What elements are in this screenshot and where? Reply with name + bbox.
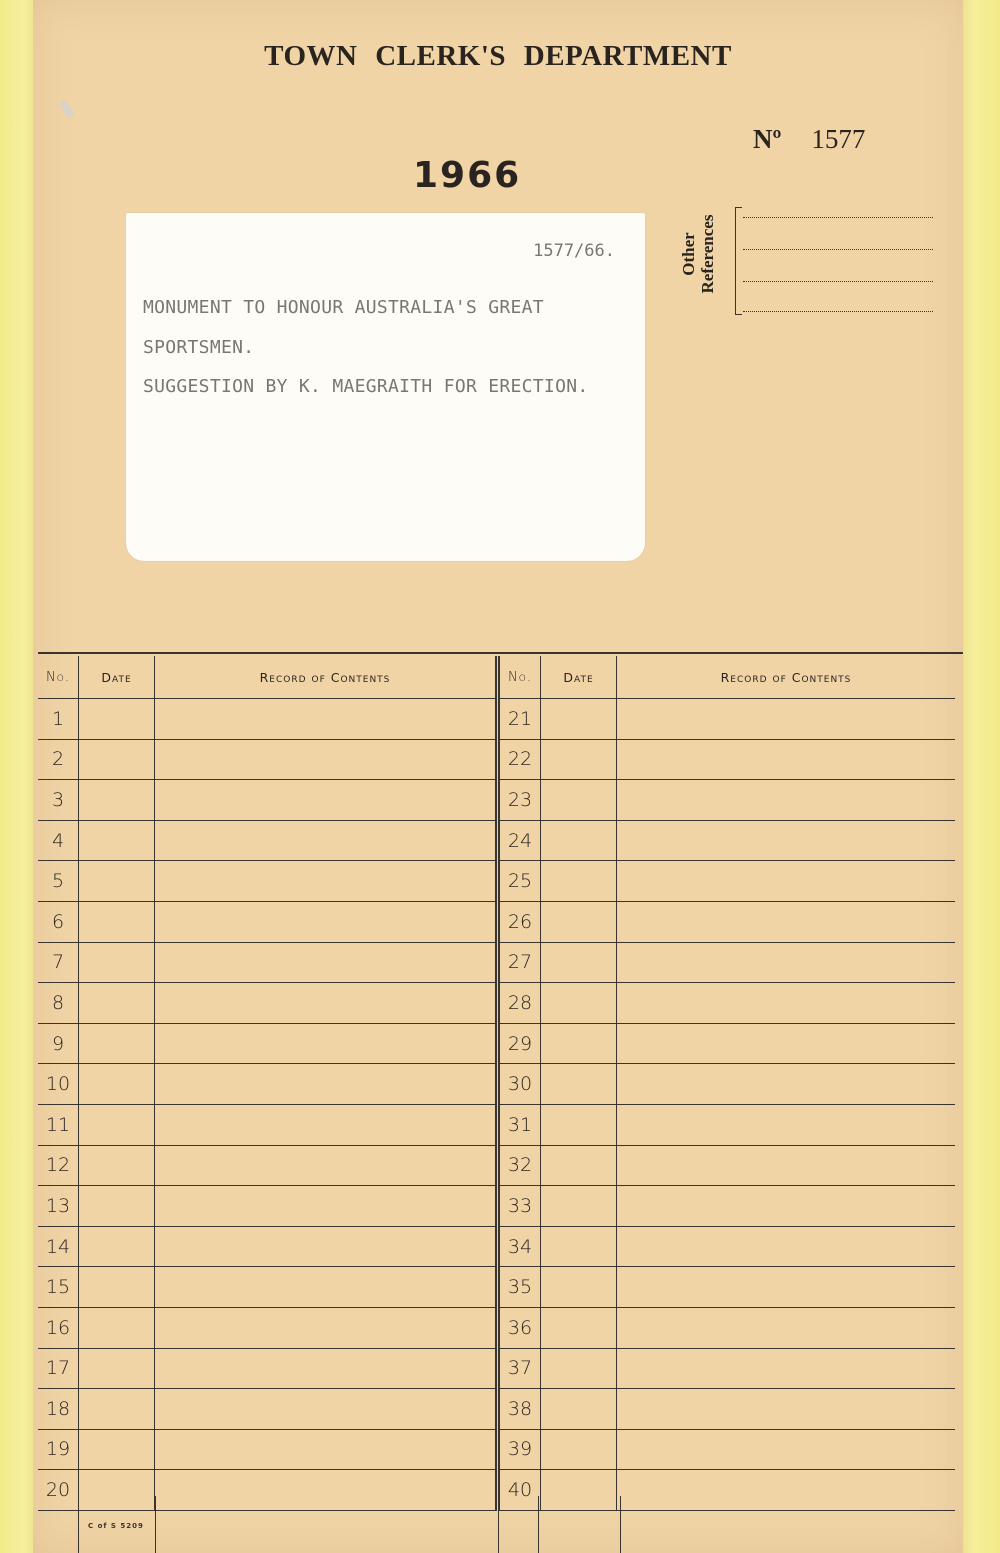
row-number: 26 xyxy=(499,901,541,942)
row-number: 16 xyxy=(38,1307,79,1348)
record-cell[interactable] xyxy=(155,1226,497,1267)
card-line-1: MONUMENT TO HONOUR AUSTRALIA'S GREAT xyxy=(143,297,544,318)
ledger-row xyxy=(38,739,496,780)
record-cell[interactable] xyxy=(617,820,956,861)
ledger-top-rule xyxy=(38,652,963,654)
footer-rule xyxy=(155,1496,156,1553)
ledger-row xyxy=(38,1104,496,1145)
footer-rule xyxy=(78,1496,79,1553)
record-cell[interactable] xyxy=(617,983,956,1024)
date-cell[interactable] xyxy=(541,1104,617,1145)
row-number: 11 xyxy=(38,1104,79,1145)
record-cell[interactable] xyxy=(617,1104,956,1145)
row-number: 37 xyxy=(499,1348,541,1389)
ledger-row xyxy=(38,1348,496,1389)
ledger-row xyxy=(38,1429,496,1470)
file-year: 1966 xyxy=(413,155,522,196)
record-cell[interactable] xyxy=(155,1389,497,1430)
file-number-value: 1577 xyxy=(811,124,866,154)
record-cell[interactable] xyxy=(155,780,497,821)
record-cell[interactable] xyxy=(617,1307,956,1348)
ledger-row xyxy=(38,1186,496,1227)
ledger-row xyxy=(499,1226,955,1267)
date-cell[interactable] xyxy=(79,1307,155,1348)
date-cell[interactable] xyxy=(541,699,617,740)
references-brace xyxy=(735,207,742,315)
header-no: No. xyxy=(38,656,79,699)
row-number: 23 xyxy=(499,780,541,821)
row-number: 6 xyxy=(38,901,79,942)
date-cell[interactable] xyxy=(79,820,155,861)
footer-rule xyxy=(498,1496,499,1553)
other-references-label: Other References xyxy=(679,214,717,294)
ledger-row xyxy=(499,861,955,902)
row-number: 24 xyxy=(499,820,541,861)
ledger-row xyxy=(499,1348,955,1389)
row-number: 35 xyxy=(499,1267,541,1308)
record-cell[interactable] xyxy=(155,983,497,1024)
footer-rule xyxy=(538,1496,539,1553)
record-cell[interactable] xyxy=(155,1429,497,1470)
record-cell[interactable] xyxy=(155,1470,497,1511)
date-cell[interactable] xyxy=(79,699,155,740)
record-cell[interactable] xyxy=(155,942,497,983)
date-cell[interactable] xyxy=(541,1186,617,1227)
row-number: 21 xyxy=(499,699,541,740)
record-cell[interactable] xyxy=(617,1389,956,1430)
date-cell[interactable] xyxy=(79,1348,155,1389)
card-line-3: SUGGESTION BY K. MAEGRAITH FOR ERECTION. xyxy=(143,376,589,397)
date-cell[interactable] xyxy=(541,739,617,780)
ledger-row xyxy=(499,1145,955,1186)
ledger-row xyxy=(499,1023,955,1064)
row-number: 40 xyxy=(499,1470,541,1511)
header-record: Record of Contents xyxy=(155,656,497,699)
date-cell[interactable] xyxy=(541,901,617,942)
ledger-row xyxy=(499,739,955,780)
ledger-row xyxy=(499,1267,955,1308)
record-cell[interactable] xyxy=(155,1186,497,1227)
ledger-row xyxy=(38,942,496,983)
ledger-row xyxy=(499,1104,955,1145)
header-no: No. xyxy=(499,656,541,699)
ledger-row xyxy=(38,1470,496,1511)
record-cell[interactable] xyxy=(617,1348,956,1389)
file-number xyxy=(753,124,865,155)
ledger-row xyxy=(38,820,496,861)
row-number: 19 xyxy=(38,1429,79,1470)
date-cell[interactable] xyxy=(541,983,617,1024)
reference-line-1[interactable] xyxy=(743,217,933,218)
ledger-row xyxy=(499,1429,955,1470)
date-cell[interactable] xyxy=(79,1186,155,1227)
ledger-row xyxy=(38,1145,496,1186)
reference-line-2[interactable] xyxy=(743,249,933,250)
staple-mark xyxy=(59,99,75,119)
row-number: 36 xyxy=(499,1307,541,1348)
other-references xyxy=(679,205,943,315)
ledger-row xyxy=(38,1023,496,1064)
reference-line-3[interactable] xyxy=(743,281,933,282)
record-cell[interactable] xyxy=(617,861,956,902)
record-cell[interactable] xyxy=(155,1145,497,1186)
row-number: 29 xyxy=(499,1023,541,1064)
date-cell[interactable] xyxy=(541,1267,617,1308)
ledger-row xyxy=(38,780,496,821)
subject-label-card xyxy=(126,213,645,561)
row-number: 8 xyxy=(38,983,79,1024)
ledger-row xyxy=(499,780,955,821)
ledger-row xyxy=(38,1267,496,1308)
row-number: 5 xyxy=(38,861,79,902)
record-cell[interactable] xyxy=(155,1348,497,1389)
reference-line-4[interactable] xyxy=(743,311,933,312)
row-number: 13 xyxy=(38,1186,79,1227)
date-cell[interactable] xyxy=(79,1023,155,1064)
date-cell[interactable] xyxy=(541,861,617,902)
record-cell[interactable] xyxy=(155,1064,497,1105)
row-number: 20 xyxy=(38,1470,79,1511)
record-cell[interactable] xyxy=(617,739,956,780)
ledger-row xyxy=(499,983,955,1024)
ledger-row xyxy=(499,901,955,942)
date-cell[interactable] xyxy=(79,1145,155,1186)
ledger-row xyxy=(499,1389,955,1430)
ledger-left xyxy=(38,656,497,1511)
ledger-row xyxy=(38,699,496,740)
ledger-row xyxy=(499,1470,955,1511)
date-cell[interactable] xyxy=(541,942,617,983)
ledger-row xyxy=(499,820,955,861)
row-number: 17 xyxy=(38,1348,79,1389)
date-cell[interactable] xyxy=(79,1470,155,1511)
date-cell[interactable] xyxy=(79,1267,155,1308)
row-number: 18 xyxy=(38,1389,79,1430)
record-cell[interactable] xyxy=(617,942,956,983)
ledger-row xyxy=(38,1226,496,1267)
row-number: 39 xyxy=(499,1429,541,1470)
record-cell[interactable] xyxy=(617,1064,956,1105)
date-cell[interactable] xyxy=(541,1470,617,1511)
row-number: 15 xyxy=(38,1267,79,1308)
form-code: C of S 5209 xyxy=(88,1522,144,1530)
row-number: 33 xyxy=(499,1186,541,1227)
row-number: 27 xyxy=(499,942,541,983)
row-number: 34 xyxy=(499,1226,541,1267)
file-cover xyxy=(33,0,963,1553)
row-number: 22 xyxy=(499,739,541,780)
ledger-row xyxy=(38,861,496,902)
ledger-row xyxy=(38,1389,496,1430)
row-number: 3 xyxy=(38,780,79,821)
date-cell[interactable] xyxy=(79,780,155,821)
date-cell[interactable] xyxy=(541,820,617,861)
record-cell[interactable] xyxy=(155,1104,497,1145)
date-cell[interactable] xyxy=(541,780,617,821)
record-cell[interactable] xyxy=(617,780,956,821)
date-cell[interactable] xyxy=(79,1104,155,1145)
record-cell[interactable] xyxy=(155,1023,497,1064)
date-cell[interactable] xyxy=(541,1226,617,1267)
header-record: Record of Contents xyxy=(617,656,956,699)
date-cell[interactable] xyxy=(541,1429,617,1470)
record-cell[interactable] xyxy=(617,1267,956,1308)
row-number: 38 xyxy=(499,1389,541,1430)
card-reference: 1577/66. xyxy=(533,241,615,261)
ledger-row xyxy=(38,1064,496,1105)
row-number: 1 xyxy=(38,699,79,740)
row-number: 10 xyxy=(38,1064,79,1105)
record-cell[interactable] xyxy=(617,1186,956,1227)
date-cell[interactable] xyxy=(79,739,155,780)
ledger-row xyxy=(499,1307,955,1348)
card-line-2: SPORTSMEN. xyxy=(143,337,255,358)
record-cell[interactable] xyxy=(617,1145,956,1186)
record-cell[interactable] xyxy=(617,1429,956,1470)
date-cell[interactable] xyxy=(79,1389,155,1430)
header-date: Date xyxy=(79,656,155,699)
record-cell[interactable] xyxy=(155,861,497,902)
record-cell[interactable] xyxy=(155,1267,497,1308)
row-number: 14 xyxy=(38,1226,79,1267)
record-cell[interactable] xyxy=(617,1023,956,1064)
number-symbol: Nº xyxy=(753,124,782,154)
date-cell[interactable] xyxy=(541,1348,617,1389)
row-number: 9 xyxy=(38,1023,79,1064)
date-cell[interactable] xyxy=(79,1429,155,1470)
record-cell[interactable] xyxy=(617,901,956,942)
date-cell[interactable] xyxy=(79,901,155,942)
date-cell[interactable] xyxy=(79,983,155,1024)
date-cell[interactable] xyxy=(541,1023,617,1064)
row-number: 2 xyxy=(38,739,79,780)
footer-rule xyxy=(620,1496,621,1553)
ledger-row xyxy=(499,942,955,983)
date-cell[interactable] xyxy=(79,861,155,902)
header-date: Date xyxy=(541,656,617,699)
row-number: 12 xyxy=(38,1145,79,1186)
ledger-row xyxy=(499,1186,955,1227)
row-number: 25 xyxy=(499,861,541,902)
record-cell[interactable] xyxy=(155,699,497,740)
ledger-right xyxy=(498,656,955,1511)
row-number: 30 xyxy=(499,1064,541,1105)
date-cell[interactable] xyxy=(541,1307,617,1348)
date-cell[interactable] xyxy=(541,1389,617,1430)
ledger-row xyxy=(499,699,955,740)
ledger-row xyxy=(38,901,496,942)
row-number: 28 xyxy=(499,983,541,1024)
ledger-row xyxy=(38,983,496,1024)
record-cell[interactable] xyxy=(617,699,956,740)
row-number: 31 xyxy=(499,1104,541,1145)
record-cell[interactable] xyxy=(155,739,497,780)
ledger-row xyxy=(38,1307,496,1348)
date-cell[interactable] xyxy=(79,1064,155,1105)
department-title: TOWN CLERK'S DEPARTMENT xyxy=(264,40,732,72)
date-cell[interactable] xyxy=(541,1064,617,1105)
row-number: 7 xyxy=(38,942,79,983)
ledger-row xyxy=(499,1064,955,1105)
row-number: 4 xyxy=(38,820,79,861)
date-cell[interactable] xyxy=(541,1145,617,1186)
date-cell[interactable] xyxy=(79,1226,155,1267)
record-cell[interactable] xyxy=(155,901,497,942)
date-cell[interactable] xyxy=(79,942,155,983)
record-cell[interactable] xyxy=(155,1307,497,1348)
record-cell[interactable] xyxy=(155,820,497,861)
record-cell[interactable] xyxy=(617,1470,956,1511)
record-cell[interactable] xyxy=(617,1226,956,1267)
row-number: 32 xyxy=(499,1145,541,1186)
